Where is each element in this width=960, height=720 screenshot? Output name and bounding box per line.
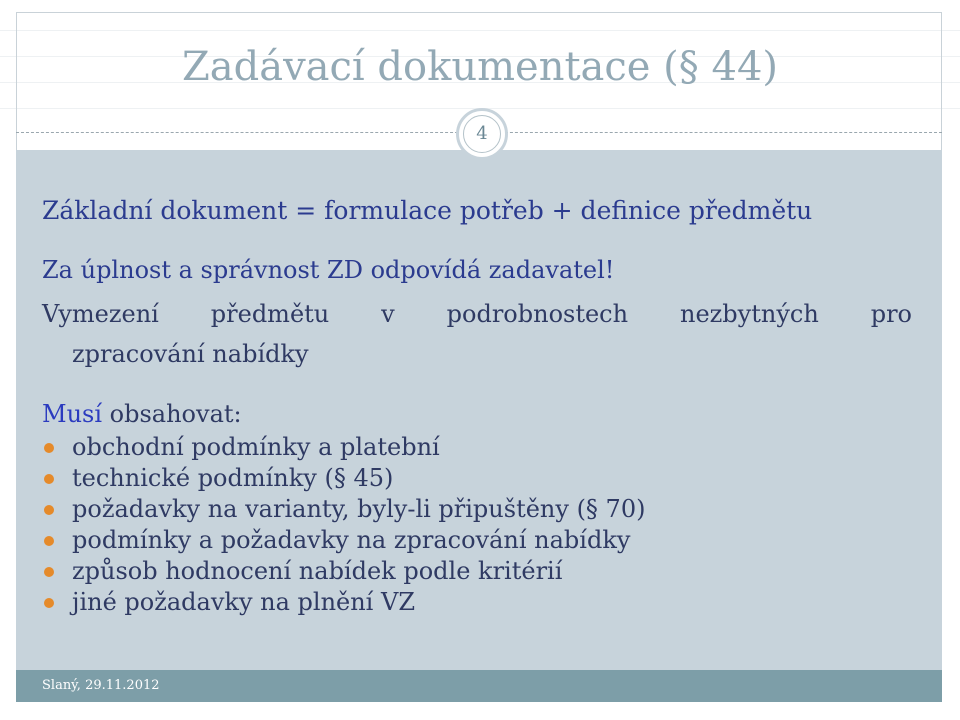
bullet-icon bbox=[44, 474, 54, 484]
list-item-text: technické podmínky (§ 45) bbox=[72, 464, 394, 492]
definition-line-1: Vymezení předmětu v podrobnostech nezbytných pro bbox=[42, 300, 912, 328]
bullet-icon bbox=[44, 598, 54, 608]
list-item bbox=[42, 525, 645, 556]
requirements-list bbox=[42, 432, 645, 618]
responsibility-statement: Za úplnost a správnost ZD odpovídá zadavatel! bbox=[42, 256, 615, 284]
list-item bbox=[42, 494, 645, 525]
bullet-icon bbox=[44, 536, 54, 546]
bullet-icon bbox=[44, 567, 54, 577]
slide-title: Zadávací dokumentace (§ 44) bbox=[181, 44, 779, 90]
list-item-text: způsob hodnocení nabídek podle kritérií bbox=[72, 557, 563, 585]
footer-bar bbox=[16, 670, 942, 702]
list-item-text: podmínky a požadavky na zpracování nabídky bbox=[72, 526, 631, 554]
must-rest: obsahovat: bbox=[102, 400, 242, 428]
bullet-icon bbox=[44, 443, 54, 453]
must-contain-heading bbox=[42, 400, 242, 428]
footer-date: Slaný, 29.11.2012 bbox=[42, 678, 160, 693]
definition-line-2: zpracování nabídky bbox=[72, 340, 309, 368]
list-item bbox=[42, 463, 645, 494]
list-item-text: jiné požadavky na plnění VZ bbox=[72, 588, 415, 616]
list-item bbox=[42, 587, 645, 618]
list-item bbox=[42, 432, 645, 463]
list-item-text: požadavky na varianty, byly-li připuštěny (§ 70) bbox=[72, 495, 646, 523]
main-heading: Základní dokument = formulace potřeb + definice předmětu bbox=[42, 196, 813, 225]
list-item bbox=[42, 556, 645, 587]
must-word: Musí bbox=[42, 400, 103, 428]
list-item-text: obchodní podmínky a platební bbox=[72, 433, 440, 461]
bullet-icon bbox=[44, 505, 54, 515]
page-number: 4 bbox=[463, 115, 501, 153]
page-number-badge bbox=[456, 108, 508, 160]
